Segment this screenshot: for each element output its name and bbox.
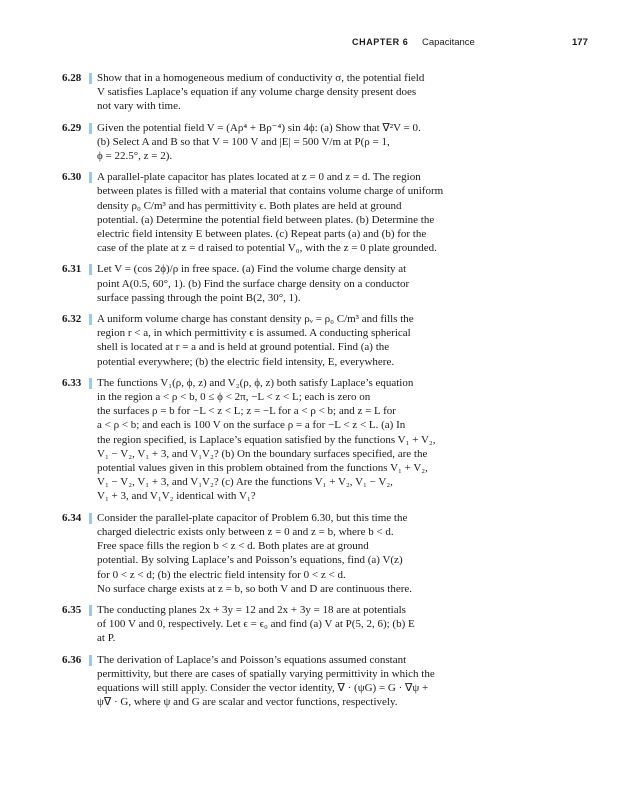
problem-item	[62, 312, 482, 369]
problem-text-line: potential. By solving Laplace’s and Poisson’s equations, find (a) V(z)	[97, 554, 403, 567]
problem-text	[97, 312, 481, 369]
problem-item	[62, 511, 482, 596]
problem-item	[62, 653, 482, 710]
problem-text-line: ϕ = 22.5°, z = 2).	[97, 150, 173, 163]
problem-text-line: density ρ₀ C/m³ and has permittivity ϵ. Both plates are held at ground	[97, 199, 402, 212]
problem-text	[97, 376, 481, 504]
problem-number: 6.30	[62, 171, 82, 184]
problem-text-line: V₁ + 3, and V₁V₂ identical with V₁?	[97, 490, 256, 503]
problem-item	[62, 71, 482, 114]
problem-text-line: charged dielectric exists only between z = 0 and z = b, where b < d.	[97, 525, 394, 538]
problem-item	[62, 376, 482, 504]
problem-text-line: not vary with time.	[97, 100, 181, 113]
problem-text-line: The functions V₁(ρ, ϕ, z) and V₂(ρ, ϕ, z) both satisfy Laplace’s equation	[97, 376, 414, 389]
problem-text	[97, 262, 481, 305]
difficulty-marker-icon	[89, 513, 92, 524]
problem-text-line: the surfaces ρ = b for −L < z < L; z = −L for a < ρ < b; and z = L for	[97, 405, 396, 418]
page-number: 177	[572, 37, 588, 48]
problem-text-line: No surface charge exists at z = b, so both V and D are continuous there.	[97, 582, 413, 595]
problem-text-line: equations will still apply. Consider the vector identity, ∇ · (ψG) = G · ∇ψ +	[97, 681, 429, 694]
problem-text-line: of 100 V and 0, respectively. Let ϵ = ϵ₀ and find (a) V at P(5, 2, 6); (b) E	[97, 618, 415, 631]
problem-text-line: a < ρ < b; and each is 100 V on the surface ρ = a for −L < z < L. (a) In	[97, 419, 406, 432]
problem-text-line: ψ∇ · G, where ψ and G are scalar and vector functions, respectively.	[97, 696, 398, 709]
problem-number: 6.31	[62, 263, 82, 276]
problem-text-line: in the region a < ρ < b, 0 ≤ ϕ < 2π, −L < z < L; each is zero on	[97, 391, 371, 404]
problem-text-line: The derivation of Laplace’s and Poisson’s equations assumed constant	[97, 653, 407, 666]
problem-number: 6.29	[62, 121, 82, 134]
problem-item	[62, 603, 482, 646]
problem-text-line: V₁ − V₂, V₁ + 3, and V₁V₂? (c) Are the functions V₁ + V₂, V₁ − V₂,	[97, 476, 393, 489]
difficulty-marker-icon	[89, 172, 92, 183]
chapter-label: CHAPTER 6	[352, 37, 409, 47]
problem-number: 6.32	[62, 313, 82, 326]
problem-text-line: Free space fills the region b < z < d. Both plates are at ground	[97, 540, 369, 553]
problem-text-line: point A(0.5, 60°, 1). (b) Find the surface charge density on a conductor	[97, 277, 410, 290]
problem-text	[97, 603, 481, 646]
problem-number: 6.35	[62, 603, 82, 616]
problem-text-line: surface passing through the point B(2, 30°, 1).	[97, 291, 301, 304]
problem-number: 6.33	[62, 376, 82, 389]
problem-text-line: electric field intensity E between plates. (c) Repeat parts (a) and (b) for the	[97, 228, 427, 241]
problem-text	[97, 170, 481, 255]
problem-text-line: permittivity, but there are cases of spatially varying permittivity in which the	[97, 667, 435, 680]
problem-text-line: V satisfies Laplace’s equation if any volume charge density present does	[97, 86, 417, 99]
problem-text-line: The conducting planes 2x + 3y = 12 and 2x + 3y = 18 are at potentials	[97, 603, 406, 616]
problem-item	[62, 262, 482, 305]
problem-text-line: Given the potential field V = (Aρ⁴ + Bρ⁻⁴) sin 4ϕ: (a) Show that ∇²V = 0.	[97, 121, 421, 134]
problem-text	[97, 71, 481, 114]
problem-text	[97, 511, 481, 596]
difficulty-marker-icon	[89, 655, 92, 666]
difficulty-marker-icon	[89, 264, 92, 275]
problem-text-line: potential everywhere; (b) the electric field intensity, E, everywhere.	[97, 355, 395, 368]
difficulty-marker-icon	[89, 123, 92, 134]
problem-text-line: Let V = (cos 2ϕ)/ρ in free space. (a) Find the volume charge density at	[97, 263, 407, 276]
problem-number: 6.34	[62, 511, 82, 524]
problem-number: 6.28	[62, 72, 82, 84]
problem-item	[62, 170, 482, 255]
chapter-title: Capacitance	[422, 37, 475, 48]
problem-text-line: potential. (a) Determine the potential field between plates. (b) Determine the	[97, 213, 435, 226]
problem-text	[97, 121, 481, 164]
problem-list	[62, 71, 482, 716]
problem-item	[62, 121, 482, 164]
problem-text-line: V₁ − V₂, V₁ + 3, and V₁V₂? (b) On the boundary surfaces specified, are the	[97, 447, 428, 460]
problem-text	[97, 653, 481, 710]
problem-text-line: shell is located at r = a and is held at ground potential. Find (a) the	[97, 341, 390, 354]
problem-text-line: at P.	[97, 632, 116, 645]
problem-text-line: for 0 < z < d; (b) the electric field intensity for 0 < z < d.	[97, 568, 346, 581]
problem-text-line: Show that in a homogeneous medium of conductivity σ, the potential field	[97, 72, 425, 84]
problem-number: 6.36	[62, 653, 82, 666]
problem-text-line: A uniform volume charge has constant density ρᵥ = ρ₀ C/m³ and fills the	[97, 313, 414, 326]
difficulty-marker-icon	[89, 314, 92, 325]
problem-text-line: potential values given in this problem obtained from the functions V₁ + V₂,	[97, 462, 428, 475]
difficulty-marker-icon	[89, 73, 92, 84]
problem-text-line: region r < a, in which permittivity ϵ is assumed. A conducting spherical	[97, 327, 411, 340]
difficulty-marker-icon	[89, 605, 92, 616]
problem-text-line: Consider the parallel-plate capacitor of Problem 6.30, but this time the	[97, 511, 408, 524]
problem-text-line: A parallel-plate capacitor has plates located at z = 0 and z = d. The region	[97, 171, 421, 184]
difficulty-marker-icon	[89, 378, 92, 389]
problem-text-line: (b) Select A and B so that V = 100 V and |E| = 500 V/m at P(ρ = 1,	[97, 135, 390, 148]
problem-text-line: case of the plate at z = d raised to potential V₀, with the z = 0 plate grounded.	[97, 242, 437, 255]
problem-text-line: the region specified, is Laplace’s equation satisfied by the functions V₁ + V₂,	[97, 433, 436, 446]
problem-text-line: between plates is filled with a material that contains volume charge of uniform	[97, 185, 444, 198]
running-header	[0, 37, 627, 51]
